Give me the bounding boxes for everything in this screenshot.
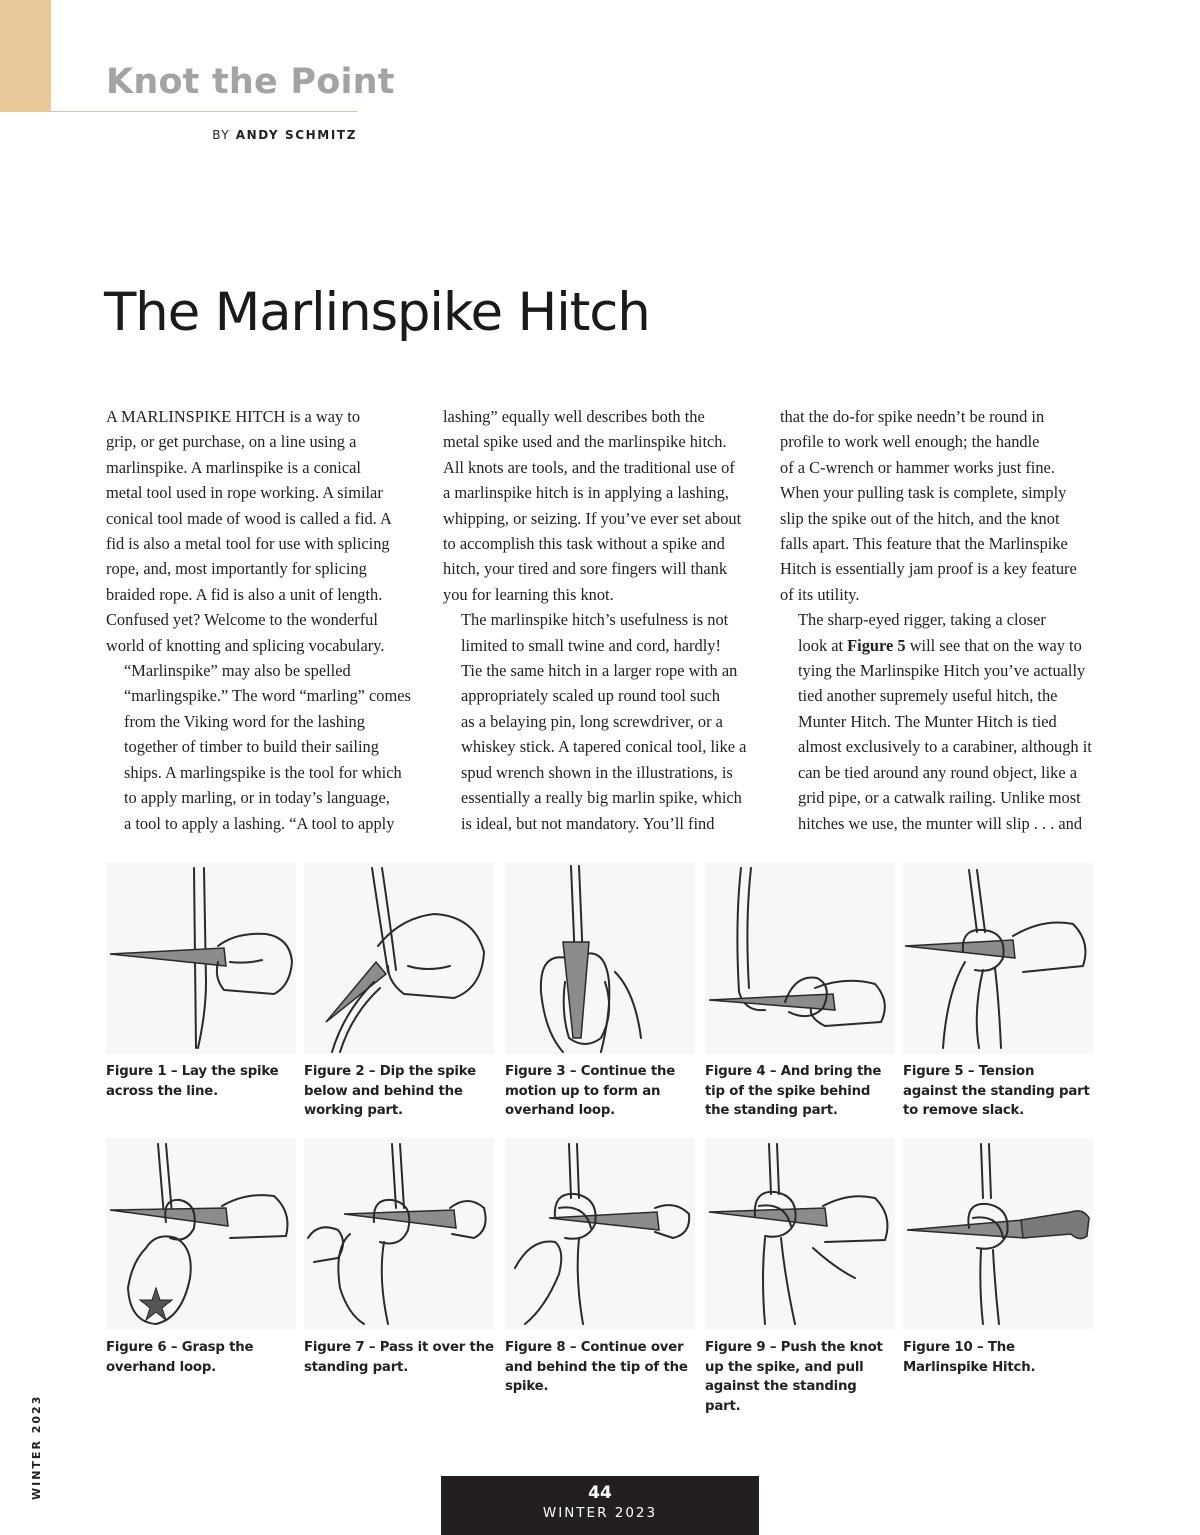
column-name: Knot the Point (106, 62, 395, 102)
text-line: can be tied around any round object, like a (798, 762, 1077, 782)
text-line: whiskey stick. A tapered conical tool, like a (461, 737, 747, 757)
text-line: hitches we use, the munter will slip . . . and (798, 813, 1083, 833)
figure-2-illustration (304, 862, 494, 1054)
text-line: you for learning this knot. (443, 584, 614, 604)
byline (212, 128, 357, 142)
article-column-1 (106, 404, 426, 836)
text-line: to apply marling, or in today’s language, (124, 788, 390, 808)
figure-8-illustration (505, 1138, 695, 1330)
text-line: of a C-wrench or hammer works just fine. (780, 457, 1055, 477)
text-line: slip the spike out of the hitch, and the knot (780, 508, 1060, 528)
paragraph (106, 404, 426, 658)
author-name: ANDY SCHMITZ (235, 128, 357, 142)
figure-2 (304, 862, 494, 1121)
text-line: conical tool made of wood is called a fid. A (106, 508, 392, 528)
text-line: almost exclusively to a carabiner, although it (798, 737, 1092, 757)
figure-6 (106, 1138, 296, 1377)
figure-9-caption: Figure 9 – Push the knot up the spike, and pull against the standing part. (705, 1340, 883, 1414)
figure-3 (505, 862, 695, 1121)
text-line: spud wrench shown in the illustrations, is (461, 762, 733, 782)
figure-5-illustration (903, 862, 1093, 1054)
figure-6-caption: Figure 6 – Grasp the overhand loop. (106, 1340, 254, 1375)
text-line: Hitch is essentially jam proof is a key feature (780, 559, 1077, 579)
text-line: “Marlinspike” may also be spelled (124, 661, 351, 681)
text-line: fid is also a metal tool for use with splicing (106, 534, 390, 554)
text-line: metal tool used in rope working. A similar (106, 483, 383, 503)
figure-9 (705, 1138, 895, 1416)
text-line: metal spike used and the marlinspike hitch. (443, 432, 727, 452)
paragraph (443, 607, 763, 836)
text-line: falls apart. This feature that the Marlinspike (780, 534, 1068, 554)
text-line: All knots are tools, and the traditional use of (443, 457, 735, 477)
text-line: limited to small twine and cord, hardly! (461, 635, 721, 655)
text-line: appropriately scaled up round tool such (461, 686, 720, 706)
text-line: braided rope. A fid is also a unit of length. (106, 584, 383, 604)
text-line: world of knotting and splicing vocabulary. (106, 635, 385, 655)
figure-2-caption: Figure 2 – Dip the spike below and behind the working part. (304, 1064, 476, 1119)
text-line: The marlinspike hitch’s usefulness is not (461, 610, 729, 630)
text-line: rope, and, most importantly for splicing (106, 559, 367, 579)
text-line: look at Figure 5 will see that on the way to (798, 635, 1082, 655)
text-line: ships. A marlingspike is the tool for which (124, 762, 402, 782)
figure-10-illustration (903, 1138, 1093, 1330)
text-line: as a belaying pin, long screwdriver, or a (461, 711, 723, 731)
text-line: tied another supremely useful hitch, the (798, 686, 1058, 706)
figure-1 (106, 862, 296, 1101)
figure-10 (903, 1138, 1093, 1377)
article-title: The Marlinspike Hitch (104, 282, 650, 343)
text-line: Confused yet? Welcome to the wonderful (106, 610, 378, 630)
figure-8 (505, 1138, 695, 1397)
text-line: profile to work well enough; the handle (780, 432, 1040, 452)
side-issue-label: WINTER 2023 (30, 1394, 43, 1500)
figure-3-illustration (505, 862, 695, 1054)
text-line: a tool to apply a lashing. “A tool to apply (124, 813, 395, 833)
text-line: a marlinspike hitch is in applying a lashing, (443, 483, 729, 503)
article-column-2 (443, 404, 763, 836)
figure-4-caption: Figure 4 – And bring the tip of the spike behind the standing part. (705, 1064, 882, 1119)
text-line: that the do-for spike needn’t be round in (780, 407, 1045, 426)
figure-1-caption: Figure 1 – Lay the spike across the line. (106, 1064, 279, 1099)
figure-4 (705, 862, 895, 1121)
text-line: marlinspike. A marlinspike is a conical (106, 457, 361, 477)
figure-9-illustration (705, 1138, 895, 1330)
paragraph (780, 404, 1100, 607)
figure-7-illustration (304, 1138, 494, 1330)
page-footer (441, 1476, 759, 1535)
paragraph (780, 607, 1100, 836)
byline-prefix: BY (212, 128, 231, 142)
figure-3-caption: Figure 3 – Continue the motion up to form an overhand loop. (505, 1064, 676, 1119)
text-line: When your pulling task is complete, simply (780, 483, 1067, 503)
text-line: A MARLINSPIKE HITCH is a way to (106, 407, 361, 426)
text-line: to accomplish this task without a spike and (443, 534, 725, 554)
figure-4-illustration (705, 862, 895, 1054)
figure-6-illustration (106, 1138, 296, 1330)
section-tab (0, 0, 51, 112)
figure-7 (304, 1138, 494, 1377)
text-line: essentially a really big marlin spike, which (461, 788, 742, 808)
text-line: grid pipe, or a catwalk railing. Unlike most (798, 788, 1081, 808)
text-line: together of timber to build their sailing (124, 737, 379, 757)
figure-5 (903, 862, 1093, 1121)
figure-7-caption: Figure 7 – Pass it over the standing part. (304, 1340, 494, 1375)
text-line: whipping, or seizing. If you’ve ever set about (443, 508, 742, 528)
text-line: “marlingspike.” The word “marling” comes (124, 686, 411, 706)
figure-8-caption: Figure 8 – Continue over and behind the tip of the spike. (505, 1340, 688, 1395)
article-column-3 (780, 404, 1100, 836)
text-line: lashing” equally well describes both the (443, 407, 705, 426)
text-line: hitch, your tired and sore fingers will thank (443, 559, 728, 579)
text-line: is ideal, but not mandatory. You’ll find (461, 813, 715, 833)
text-line: of its utility. (780, 584, 860, 604)
paragraph (443, 404, 763, 607)
text-line: The sharp-eyed rigger, taking a closer (798, 610, 1046, 630)
figure-1-illustration (106, 862, 296, 1054)
figure-10-caption: Figure 10 – The Marlinspike Hitch. (903, 1340, 1036, 1375)
paragraph (106, 658, 426, 836)
text-line: from the Viking word for the lashing (124, 711, 365, 731)
text-line: tying the Marlinspike Hitch you’ve actually (798, 661, 1086, 681)
text-line: Munter Hitch. The Munter Hitch is tied (798, 711, 1057, 731)
issue-label: WINTER 2023 (542, 1505, 658, 1521)
text-line: grip, or get purchase, on a line using a (106, 432, 357, 452)
page-number: 44 (588, 1483, 612, 1503)
figure-5-caption: Figure 5 – Tension against the standing part to remove slack. (903, 1064, 1090, 1119)
header-rule (51, 111, 357, 112)
text-line: Tie the same hitch in a larger rope with an (461, 661, 738, 681)
